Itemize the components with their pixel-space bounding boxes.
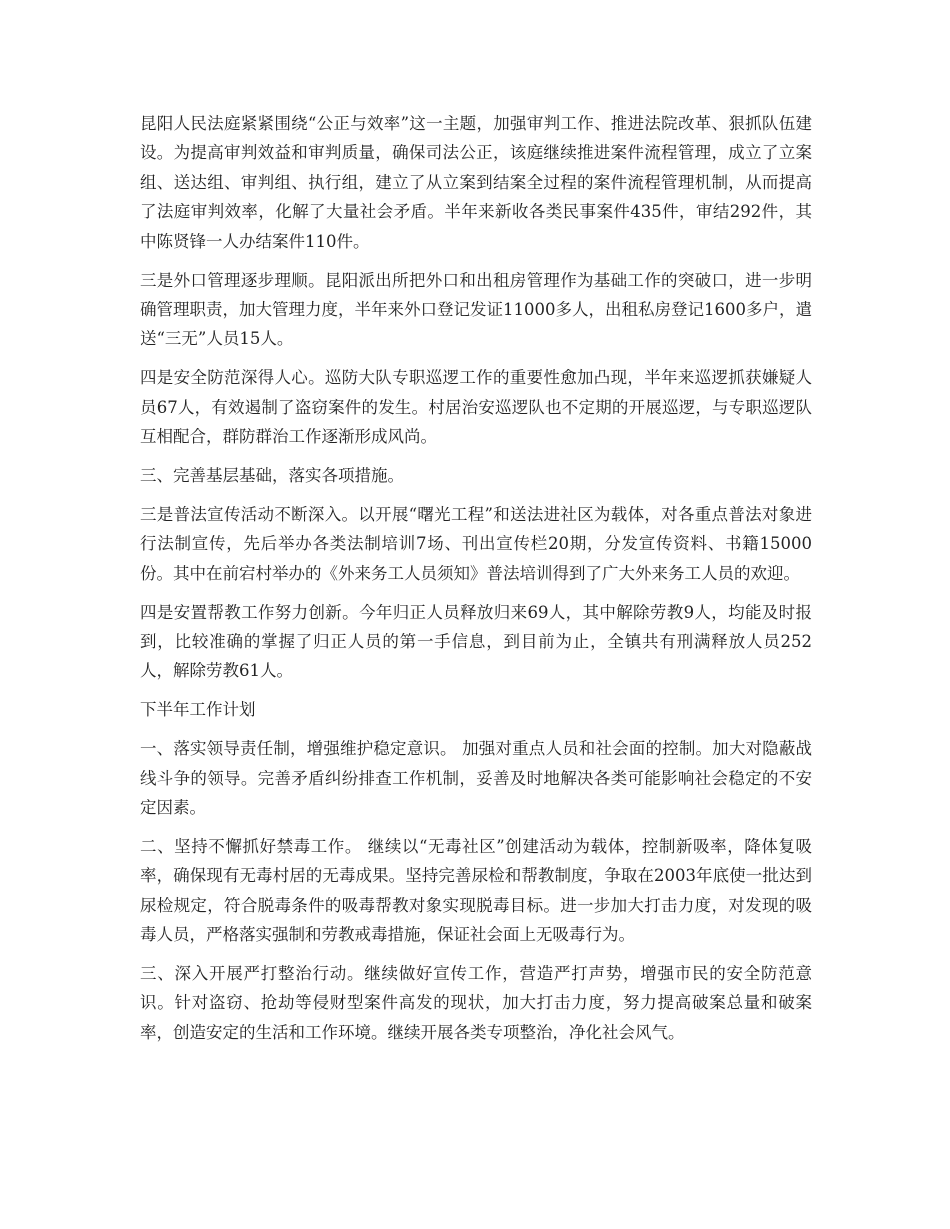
section-heading-grassroots: 三、完善基层基础，落实各项措施。	[140, 465, 404, 485]
paragraph-court-work: 昆阳人民法庭紧紧围绕“公正与效率”这一主题，加强审判工作、推进法院改革、狠抓队伍建设。为提高审判效益和审判质量，确保司法公正，该庭继续推进案件流程管理，成立了立案组、送达组、审判组、执行组，建立了从立案到结案全过程的案件流程管理机制，从而提高了法庭审判效率，化解了大量社会矛盾。半年来新收各类民事案件435件，审结292件，其中陈贤锋一人办结案件110件。	[140, 114, 812, 251]
paragraph-plan-crackdown: 三、深入开展严打整治行动。继续做好宣传工作，营造严打声势，增强市民的安全防范意识。针对盗窃、抢劫等侵财型案件高发的现状，加大打击力度，努力提高破案总量和破案率，创造安定的生活和工作环境。继续开展各类专项整治，净化社会风气。	[140, 964, 812, 1042]
paragraph-migrant-management: 三是外口管理逐步理顺。昆阳派出所把外口和出租房管理作为基础工作的突破口，进一步明确管理职责，加大管理力度，半年来外口登记发证11000多人，出租私房登记1600多户，遣送“三无”人员15人。	[140, 270, 812, 349]
paragraph-resettlement: 四是安置帮教工作努力创新。今年归正人员释放归来69人，其中解除劳教9人，均能及时报到，比较准确的掌握了归正人员的第一手信息，到目前为止，全镇共有刑满释放人员252人，解除劳教61人。	[140, 602, 812, 681]
paragraph-plan-leadership: 一、落实领导责任制，增强维护稳定意识。 加强对重点人员和社会面的控制。加大对隐蔽战线斗争的领导。完善矛盾纠纷排查工作机制，妥善及时地解决各类可能影响社会稳定的不安定因素。	[140, 739, 812, 818]
paragraph-plan-drug-control: 二、坚持不懈抓好禁毒工作。 继续以“无毒社区”创建活动为载体，控制新吸率，降体复吸率，确保现有无毒村居的无毒成果。坚持完善尿检和帮教制度，争取在2003年底使一批达到尿检规定，符合脱毒条件的吸毒帮教对象实现脱毒目标。进一步加大打击力度，对发现的吸毒人员，严格落实强制和劳教戒毒措施，保证社会面上无吸毒行为。	[140, 836, 812, 945]
paragraph-safety-prevention: 四是安全防范深得人心。巡防大队专职巡逻工作的重要性愈加凸现，半年来巡逻抓获嫌疑人员67人，有效遏制了盗窃案件的发生。村居治安巡逻队也不定期的开展巡逻，与专职巡逻队互相配合，群防群治工作逐渐形成风尚。	[140, 368, 812, 447]
section-heading-work-plan: 下半年工作计划	[140, 700, 256, 720]
paragraph-legal-education: 三是普法宣传活动不断深入。以开展“曙光工程”和送法进社区为载体，对各重点普法对象进行法制宣传，先后举办各类法制培训7场、刊出宣传栏20期，分发宣传资料、书籍15000份。其中在前宕村举办的《外来务工人员须知》普法培训得到了广大外来务工人员的欢迎。	[140, 504, 812, 583]
document-body	[140, 109, 812, 1057]
